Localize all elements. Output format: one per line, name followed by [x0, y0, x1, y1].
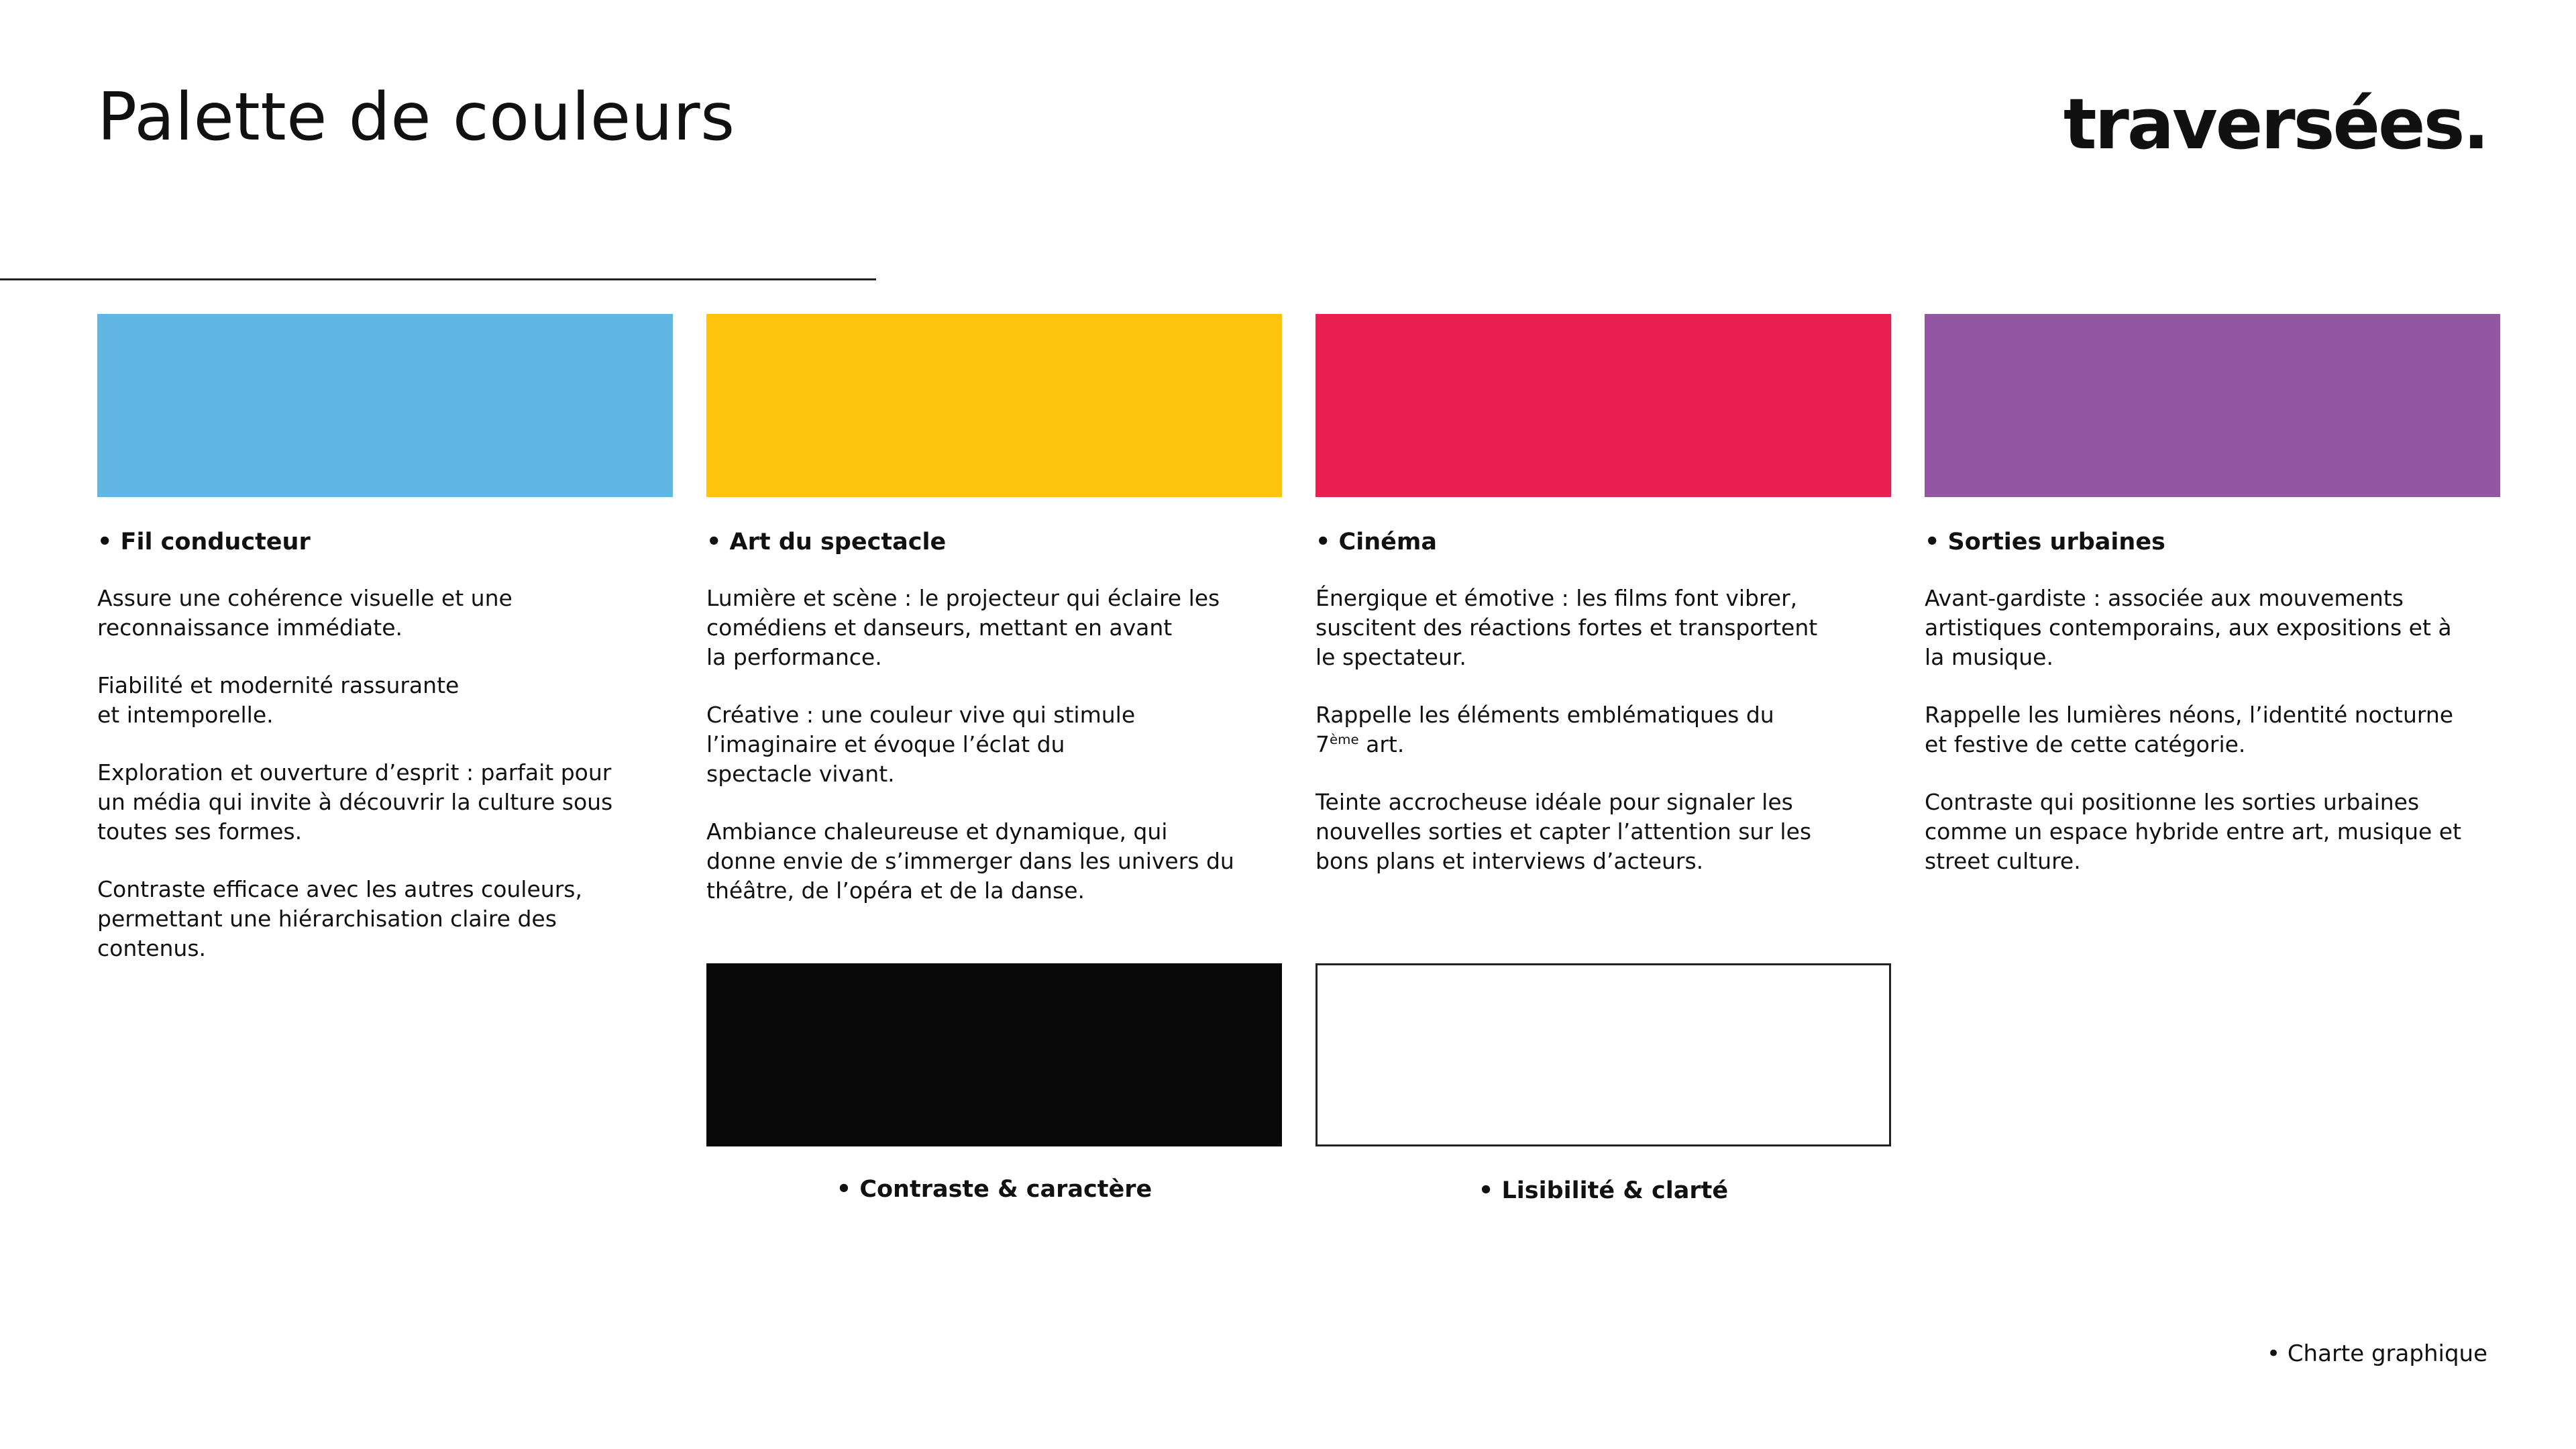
- category-title-sorties-urbaines: • Sorties urbaines: [1925, 529, 2165, 555]
- category-title-fil-conducteur: • Fil conducteur: [97, 529, 311, 555]
- swatch-yellow: [706, 314, 1282, 497]
- category-title-cinema: • Cinéma: [1316, 529, 1437, 555]
- column-sorties-urbaines: [1925, 525, 2508, 876]
- description-paragraph: Énergique et émotive : les films font vibrer, suscitent des réactions fortes et transportent le spectateur.: [1316, 585, 1818, 670]
- column-fil-conducteur: [97, 525, 681, 963]
- description-paragraph: Rappelle les lumières néons, l’identité nocturne et festive de cette catégorie.: [1925, 702, 2454, 757]
- description-paragraph: Ambiance chaleureuse et dynamique, qui donne envie de s’immerger dans les univers du théâtre, de l’opéra et de la danse.: [706, 818, 1234, 904]
- swatch-purple: [1925, 314, 2500, 497]
- description-paragraph: Assure une cohérence visuelle et une reconnaissance immédiate.: [97, 585, 513, 641]
- description-paragraph: Teinte accrocheuse idéale pour signaler les nouvelles sorties et capter l’attention sur les bons plans et interviews d’acteurs.: [1316, 789, 1812, 874]
- brand-logo: traversées.: [2063, 83, 2487, 165]
- description-paragraph: Fiabilité et modernité rassurante et intemporelle.: [97, 672, 460, 728]
- swatch-red: [1316, 314, 1891, 497]
- description-paragraph: Contraste efficace avec les autres couleurs, permettant une hiérarchisation claire des contenus.: [97, 876, 582, 961]
- category-title-art-du-spectacle: • Art du spectacle: [706, 529, 947, 555]
- description-paragraph: Contraste qui positionne les sorties urbaines comme un espace hybride entre art, musique et street culture.: [1925, 789, 2462, 874]
- page-title: Palette de couleurs: [97, 79, 735, 156]
- description-paragraph: Exploration et ouverture d’esprit : parfait pour un média qui invite à découvrir la culture sous toutes ses formes.: [97, 759, 613, 845]
- description-paragraph: Créative : une couleur vive qui stimule l’imaginaire et évoque l’éclat du spectacle vivant.: [706, 702, 1136, 787]
- caption-lisibilite-clarte: • Lisibilité & clarté: [1478, 1177, 1729, 1204]
- swatch-blue: [97, 314, 673, 497]
- description-paragraph: Avant-gardiste : associée aux mouvements artistiques contemporains, aux expositions et à la musique.: [1925, 585, 2452, 670]
- caption-contraste-caractere: • Contraste & caractère: [836, 1176, 1152, 1203]
- description-paragraph: Lumière et scène : le projecteur qui éclaire les comédiens et danseurs, mettant en avant la performance.: [706, 585, 1220, 670]
- footer-label: • Charte graphique: [2266, 1340, 2487, 1367]
- column-cinema: [1316, 525, 1899, 876]
- column-art-du-spectacle: [706, 525, 1290, 906]
- description-paragraph: Rappelle les éléments emblématiques du 7ème art.: [1316, 702, 1774, 757]
- swatch-black: [706, 963, 1282, 1146]
- swatch-white: [1316, 963, 1891, 1146]
- header-divider: [0, 278, 876, 280]
